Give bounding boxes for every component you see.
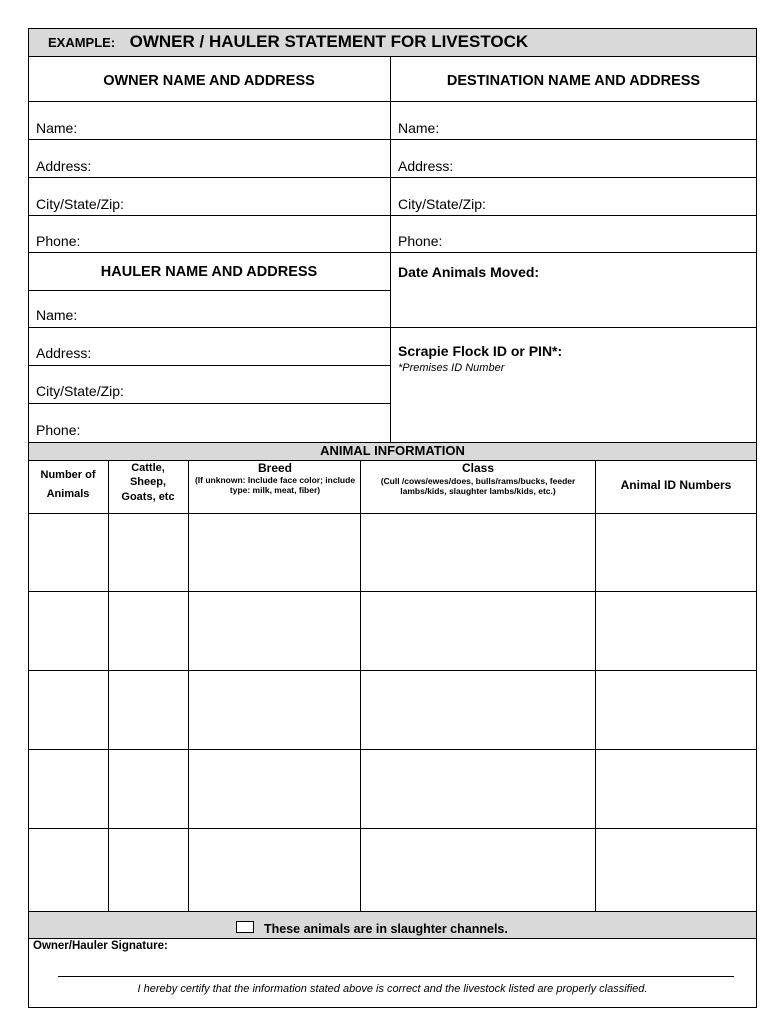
slaughter-channels-label: These animals are in slaughter channels. (264, 922, 508, 936)
column-header-number-of-animals (28, 466, 108, 505)
destination-name-label[interactable]: Name: (398, 120, 440, 136)
column-header-breed (194, 461, 356, 496)
hauler-city-state-zip-label[interactable]: City/State/Zip: (36, 383, 124, 399)
column-header-line: Cattle, (131, 462, 165, 474)
divider (28, 56, 757, 57)
signature-line[interactable] (58, 976, 734, 977)
column-header-title: Breed (257, 461, 292, 475)
column-header-class (363, 461, 593, 496)
hauler-address-label[interactable]: Address: (36, 345, 92, 361)
column-header-note: (Cull /cows/ewes/does, bulls/rams/bucks, feeder lambs/kids, slaughter lambs/kids, etc.) (380, 476, 576, 497)
owner-heading: OWNER NAME AND ADDRESS (103, 73, 315, 89)
divider (28, 403, 390, 404)
divider (28, 139, 757, 140)
form-title (48, 32, 528, 54)
divider (28, 101, 757, 102)
destination-phone-label[interactable]: Phone: (398, 233, 443, 249)
destination-heading: DESTINATION NAME AND ADDRESS (446, 73, 701, 89)
owner-name-label[interactable]: Name: (36, 120, 78, 136)
scrapie-flock-id-label[interactable]: Scrapie Flock ID or PIN*: (398, 343, 563, 359)
column-header-species (108, 461, 188, 504)
divider (28, 290, 390, 291)
divider (28, 938, 757, 939)
column-header-note: (If unknown: Include face color; include type: milk, meat, fiber) (194, 475, 356, 495)
center-divider (390, 56, 391, 442)
divider (28, 215, 757, 216)
destination-city-state-zip-label[interactable]: City/State/Zip: (398, 196, 486, 212)
owner-city-state-zip-label[interactable]: City/State/Zip: (36, 196, 124, 212)
premises-id-note: *Premises ID Number (398, 362, 505, 374)
column-header-line: Animals (46, 488, 90, 501)
form-title-text: OWNER / HAULER STATEMENT FOR LIVESTOCK (129, 32, 529, 51)
form-title-prefix: EXAMPLE: (48, 35, 116, 50)
date-animals-moved-label[interactable]: Date Animals Moved: (398, 264, 540, 280)
column-header-line: Sheep, (129, 476, 167, 489)
signature-label: Owner/Hauler Signature: (33, 940, 168, 952)
hauler-phone-label[interactable]: Phone: (36, 422, 81, 438)
table-row[interactable] (28, 671, 757, 750)
divider (28, 252, 757, 253)
table-row[interactable] (28, 829, 757, 912)
certification-statement: I hereby certify that the information stated above is correct and the livestock listed are properly classified. (137, 983, 648, 995)
divider (28, 177, 757, 178)
column-header-title: Class (461, 461, 495, 475)
hauler-name-label[interactable]: Name: (36, 307, 78, 323)
slaughter-channels-checkbox[interactable] (236, 921, 254, 933)
animal-info-heading: ANIMAL INFORMATION (320, 443, 465, 458)
column-header-animal-id-numbers: Animal ID Numbers (620, 478, 732, 492)
table-row[interactable] (28, 513, 757, 592)
column-header-line: Number of (40, 469, 96, 481)
divider (28, 327, 757, 328)
table-row[interactable] (28, 750, 757, 829)
destination-address-label[interactable]: Address: (398, 158, 454, 174)
divider (28, 365, 390, 366)
owner-phone-label[interactable]: Phone: (36, 233, 81, 249)
hauler-heading: HAULER NAME AND ADDRESS (100, 264, 318, 280)
owner-address-label[interactable]: Address: (36, 158, 92, 174)
column-header-line: Goats, etc (121, 490, 175, 503)
table-row[interactable] (28, 592, 757, 671)
